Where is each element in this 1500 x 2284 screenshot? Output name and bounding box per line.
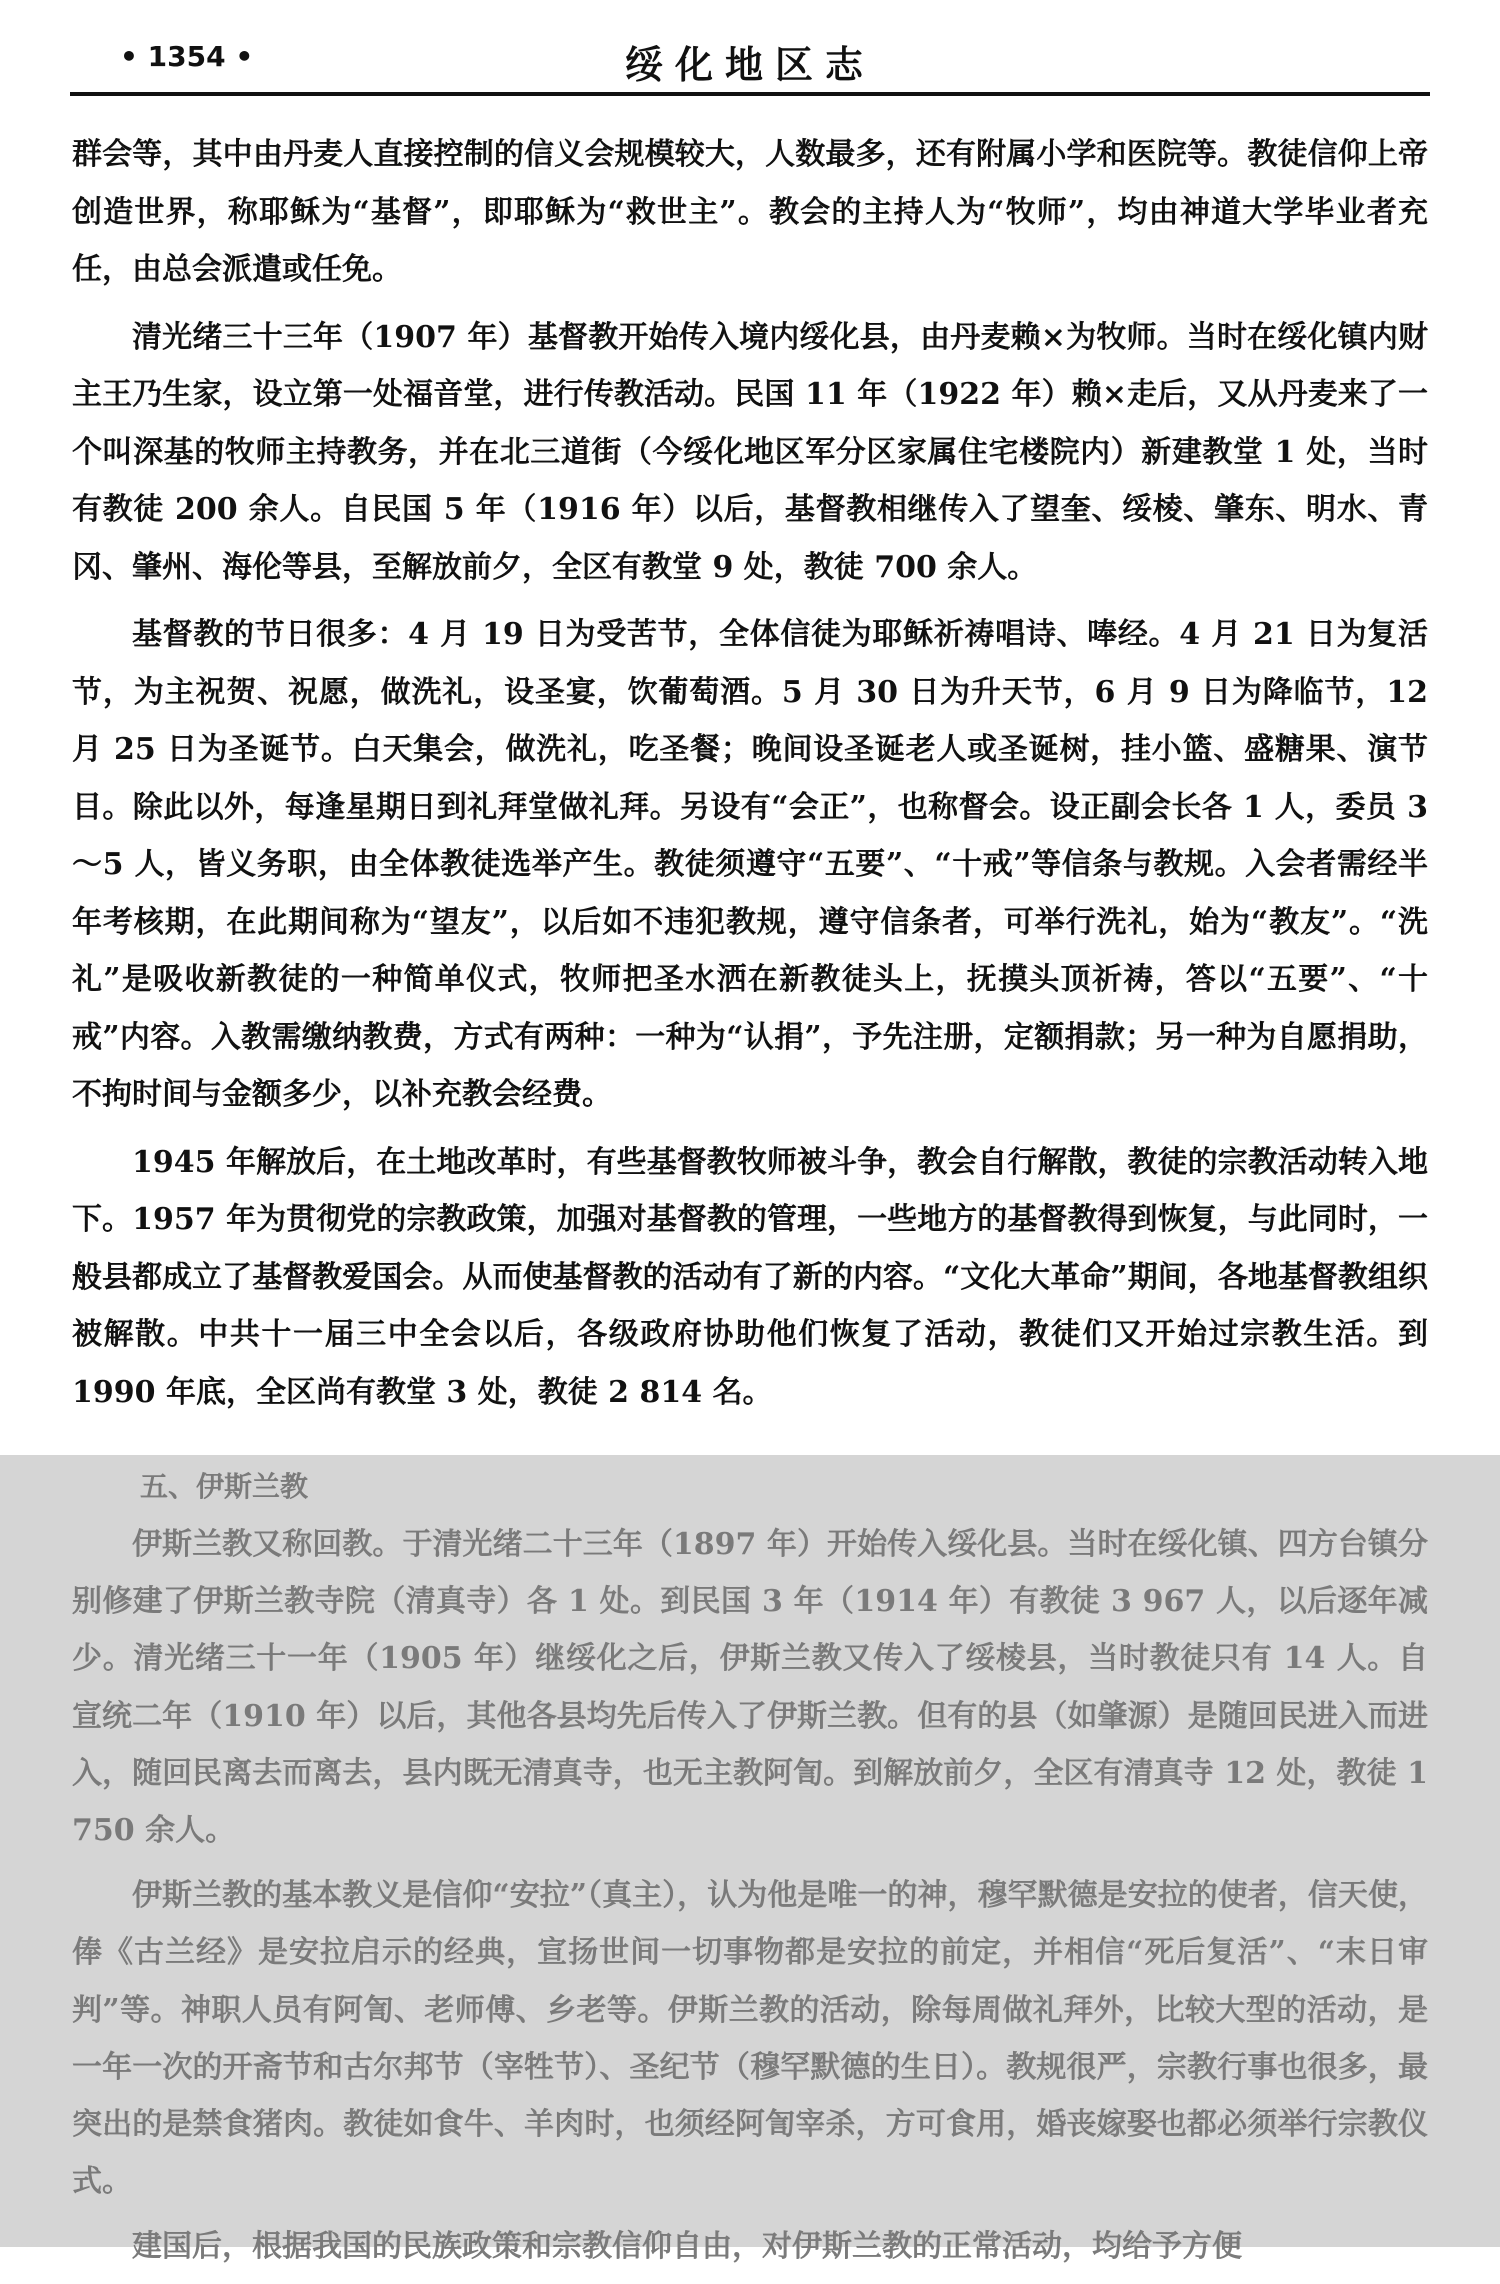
section-heading: 五、伊斯兰教: [140, 1470, 309, 1503]
paragraph: 1945 年解放后，在土地改革时，有些基督教牧师被斗争，教会自行解散，教徒的宗教活动转入地下。1957 年为贯彻党的宗教政策，加强对基督教的管理，一些地方的基督教得到恢复，与此同时，一般县都成立了基督教爱国会。从而使基督教的活动有了新的内容。“文化大革命”期间，各地基督教组织被解散。中共十一届三中全会以后，各级政府协助他们恢复了活动，教徒们又开始过宗教生活。到 1990 年底，全区尚有教堂 3 处，教徒 2 814 名。: [72, 1144, 1428, 1410]
islam-section: [72, 1462, 1428, 2284]
paragraph: 伊斯兰教的基本教义是信仰“安拉”（真主），认为他是唯一的神，穆罕默德是安拉的使者，信天使，俸《古兰经》是安拉启示的经典，宣扬世间一切事物都是安拉的前定，并相信“死后复活”、“末日审判”等。神职人员有阿訇、老师傅、乡老等。伊斯兰教的活动，除每周做礼拜外，比较大型的活动，是一年一次的开斋节和古尔邦节（宰牲节）、圣纪节（穆罕默德的生日）。教规很严，宗教行事也很多，最突出的是禁食猪肉。教徒如食牛、羊肉时，也须经阿訇宰杀，方可食用，婚丧嫁娶也都必须举行宗教仪式。: [72, 1878, 1428, 2200]
christianity-section-body: [72, 126, 1428, 1431]
page-header: [70, 28, 1430, 96]
paragraph: 群会等，其中由丹麦人直接控制的信义会规模较大，人数最多，还有附属小学和医院等。教徒信仰上帝创造世界，称耶稣为“基督”，即耶稣为“救世主”。教会的主持人为“牧师”，均由神道大学毕业者充任，由总会派遣或任免。: [72, 137, 1428, 287]
page-number: • 1354 •: [120, 40, 254, 73]
paragraph: 清光绪三十三年（1907 年）基督教开始传入境内绥化县，由丹麦赖×为牧师。当时在绥化镇内财主王乃生家，设立第一处福音堂，进行传教活动。民国 11 年（1922 年）赖×走后，又从丹麦来了一个叫深基的牧师主持教务，并在北三道街（今绥化地区军分区家属住宅楼院内）新建教堂 1 处，当时有教徒 200 余人。自民国 5 年（1916 年）以后，基督教相继传入了望奎、绥棱、肇东、明水、青冈、肇州、海伦等县，至解放前夕，全区有教堂 9 处，教徒 700 余人。: [72, 319, 1428, 585]
paragraph: 基督教的节日很多：4 月 19 日为受苦节，全体信徒为耶稣祈祷唱诗、唪经。4 月 21 日为复活节，为主祝贺、祝愿，做洗礼，设圣宴，饮葡萄酒。5 月 30 日为升天节，6 月 9 日为降临节，12 月 25 日为圣诞节。白天集会，做洗礼，吃圣餐；晚间设圣诞老人或圣诞树，挂小篮、盛糖果、演节目。除此以外，每逢星期日到礼拜堂做礼拜。另设有“会正”，也称督会。设正副会长各 1 人，委员 3～5 人，皆义务职，由全体教徒选举产生。教徒须遵守“五要”、“十戒”等信条与教规。入会者需经半年考核期，在此期间称为“望友”，以后如不违犯教规，遵守信条者，可举行洗礼，始为“教友”。“洗礼”是吸收新教徒的一种简单仪式，牧师把圣水洒在新教徒头上，抚摸头顶祈祷，答以“五要”、“十戒”内容。入教需缴纳教费，方式有两种：一种为“认捐”，予先注册，定额捐款；另一种为自愿捐助，不拘时间与金额多少，以补充教会经费。: [72, 617, 1428, 1112]
paragraph: 伊斯兰教又称回教。于清光绪二十三年（1897 年）开始传入绥化县。当时在绥化镇、四方台镇分别修建了伊斯兰教寺院（清真寺）各 1 处。到民国 3 年（1914 年）有教徒 3 967 人，以后逐年减少。清光绪三十一年（1905 年）继绥化之后，伊斯兰教又传入了绥棱县，当时教徒只有 14 人。自宣统二年（1910 年）以后，其他各县均先后传入了伊斯兰教。但有的县（如肇源）是随回民进入而进入，随回民离去而离去，县内既无清真寺，也无主教阿訇。到解放前夕，全区有清真寺 12 处，教徒 1 750 余人。: [72, 1527, 1428, 1849]
paragraph: 建国后，根据我国的民族政策和宗教信仰自由，对伊斯兰教的正常活动，均给予方便: [132, 2229, 1242, 2265]
running-title: 绥化地区志: [624, 43, 875, 87]
